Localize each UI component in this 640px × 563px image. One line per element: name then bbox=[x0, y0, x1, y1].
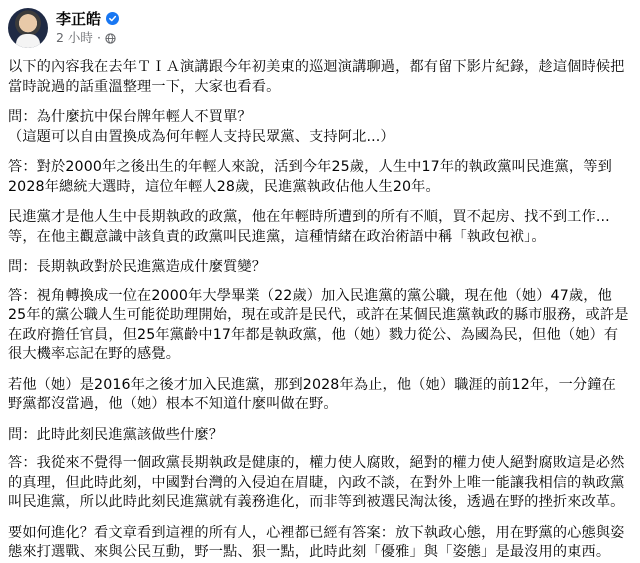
post-paragraph-a3: 答：我從來不覺得一個政黨長期執政是健康的，權力使人腐敗，絕對的權力使人絕對腐敗這是必然的真理，但此時此刻，中國對台灣的入侵迫在眉睫，內政不談，在對外上唯一能讓我相信的執政黨叫民進黨，所以此時此刻民進黨就有義務進化，而非等到被選民淘汰後，透過在野的挫折來改革。 bbox=[8, 455, 625, 510]
post-paragraph-a1-cont: 民進黨才是他人生中長期執政的政黨，他在年輕時所遭到的所有不順，買不起房、找不到工作...等，在他主觀意識中該負責的政黨叫民進黨，這種情緒在政治術語中稱「執政包袱」。 bbox=[8, 209, 610, 245]
post-header bbox=[8, 8, 630, 48]
post-paragraph-q1: 問：為什麼抗中保台牌年輕人不買單？ （這題可以自由置換成為何年輕人支持民眾黨、支持阿北...） bbox=[8, 109, 395, 145]
post-subline bbox=[56, 28, 119, 46]
post-paragraph-a2: 答：視角轉換成一位在2000年大學畢業（22歲）加入民進黨的黨公職，現在他（她）47歲，他25年的黨公職人生可能從助理開始，現在或許是民代，或許在某個民進黨執政的縣市服務，或許是在政府擔任官員，但25年黨齡中17年都是執政黨，他（她）戮力從公、為國為民，但他（她）有很大機率忘記在野的感覺。 bbox=[8, 287, 629, 362]
globe-icon[interactable] bbox=[105, 32, 116, 43]
post-timestamp[interactable]: 2 小時 bbox=[56, 30, 93, 45]
post-paragraph-a1: 答：對於2000年之後出生的年輕人來說，活到今年25歲，人生中17年的執政黨叫民進黨，等到2028年總統大選時，這位年輕人28歲，民進黨執政佔他人生20年。 bbox=[8, 159, 612, 195]
post-meta bbox=[56, 8, 119, 46]
verified-badge-icon bbox=[106, 12, 119, 25]
post-body bbox=[8, 58, 630, 563]
post-paragraph-closing: 要如何進化？看文章看到這裡的所有人，心裡都已經有答案：放下執政心態，用在野黨的心態與姿態來打選戰、來與公民互動，野一點、狠一點，此時此刻「優雅」與「姿態」是最沒用的東西。 bbox=[8, 524, 625, 560]
post-paragraph-q2: 問：長期執政對於民進黨造成什麼質變？ bbox=[8, 259, 267, 275]
author-avatar[interactable] bbox=[8, 8, 48, 48]
post-paragraph-q3: 問：此時此刻民進黨該做些什麼？ bbox=[8, 426, 224, 443]
meta-separator: · bbox=[96, 29, 101, 45]
author-name[interactable]: 李正皓 bbox=[56, 9, 102, 28]
name-row bbox=[56, 8, 119, 28]
post-paragraph-a2-cont: 若他（她）是2016年之後才加入民進黨，那到2028年為止，他（她）職涯的前12年，一分鐘在野黨都沒當過，他（她）根本不知道什麼叫做在野。 bbox=[8, 376, 616, 412]
post-paragraph-intro: 以下的內容我在去年ＴＩＡ演講跟今年初美東的巡迴演講聊過，都有留下影片紀錄，趁這個時候把當時說過的話重溫整理一下，大家也看看。 bbox=[8, 59, 625, 95]
